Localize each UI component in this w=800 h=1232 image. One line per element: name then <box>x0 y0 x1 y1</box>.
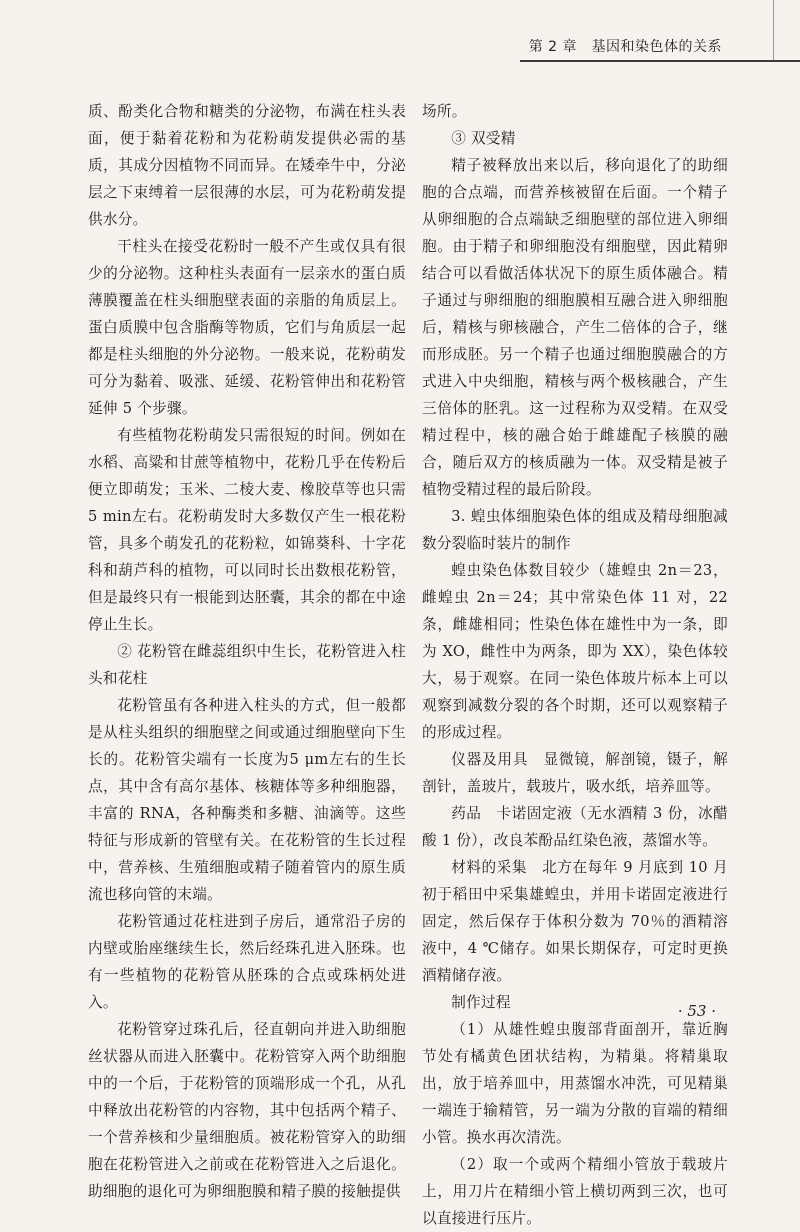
paragraph: 药品 卡诺固定液（无水酒精 3 份，冰醋酸 1 份），改良苯酚品红染色液，蒸馏水等。 <box>422 805 728 849</box>
right-column <box>422 98 728 1232</box>
paragraph: 花粉管穿过珠孔后，径直朝向并进入助细胞丝状器从而进入胚囊中。花粉管穿入两个助细胞中的一个后，于花粉管的顶端形成一个孔，从孔中释放出花粉管的内容物，其中包括两个精子、一个营养核和少量细胞质。被花粉管穿入的助细胞在花粉管进入之前或在花粉管进入之后退化。助细胞的退化可为卵细胞膜和精子膜的接触提供 <box>88 1021 406 1200</box>
paragraph: 质、酚类化合物和糖类的分泌物，布满在柱头表面，便于黏着花粉和为花粉萌发提供必需的基质，其成分因植物不同而异。在矮牵牛中，分泌层之下束缚着一层很薄的水层，可为花粉萌发提供水分。 <box>88 103 406 228</box>
running-header <box>0 0 800 62</box>
header-rule <box>520 60 800 62</box>
section-heading: ② 花粉管在雌蕊组织中生长，花粉管进入柱头和花柱 <box>88 643 406 687</box>
paragraph: 有些植物花粉萌发只需很短的时间。例如在水稻、高粱和甘蔗等植物中，花粉几乎在传粉后便立即萌发；玉米、二棱大麦、橡胶草等也只需 5 min左右。花粉萌发时大多数仅产生一根花粉管，具多个萌发孔的花粉粒，如锦葵科、十字花科和葫芦科的植物，可以同时长出数根花粉管，但是最终只有一根能到达胚囊，其余的都在中途停止生长。 <box>88 427 406 633</box>
section-heading: 制作过程 <box>451 994 511 1011</box>
paragraph: 花粉管通过花柱进到子房后，通常沿子房的内壁或胎座继续生长，然后经珠孔进入胚珠。也有一些植物的花粉管从胚珠的合点或珠柄处进入。 <box>88 913 406 1011</box>
paragraph: 仪器及用具 显微镜，解剖镜，镊子，解剖针，盖玻片，载玻片，吸水纸，培养皿等。 <box>422 751 728 795</box>
paragraph: （2）取一个或两个精细小管放于载玻片上，用刀片在精细小管上横切两到三次，也可以直接进行压片。 <box>422 1156 728 1227</box>
paragraph: 蝗虫染色体数目较少（雄蝗虫 2n＝23，雌蝗虫 2n＝24；其中常染色体 11 对，22 条，雌雄相同；性染色体在雄性中为一条，即为 XO，雌性中为两条，即为 XX），染色体较大，易于观察。在同一染色体玻片标本上可以观察到减数分裂的各个时期，还可以观察精子的形成过程。 <box>422 562 728 741</box>
page-number: · 53 · <box>677 1002 716 1020</box>
chapter-title: 第 2 章 基因和染色体的关系 <box>528 39 722 55</box>
header-edge-rule <box>773 0 800 60</box>
paragraph: 精子被释放出来以后，移向退化了的助细胞的合点端，而营养核被留在后面。一个精子从卵细胞的合点端缺乏细胞壁的部位进入卵细胞。由于精子和卵细胞没有细胞壁，因此精卵结合可以看做活体状况下的原生质体融合。精子通过与卵细胞的细胞膜相互融合进入卵细胞后，精核与卵核融合，产生二倍体的合子，继而形成胚。另一个精子也通过细胞膜融合的方式进入中央细胞，精核与两个极核融合，产生三倍体的胚乳。这一过程称为双受精。在双受精过程中，核的融合始于雌雄配子核膜的融合，随后双方的核质融为一体。双受精是被子植物受精过程的最后阶段。 <box>422 157 728 498</box>
paragraph: （1）从雄性蝗虫腹部背面剖开，靠近胸节处有橘黄色团状结构，为精巢。将精巢取出，放于培养皿中，用蒸馏水冲洗，可见精巢一端连于输精管，另一端为分散的盲端的精细小管。换水再次清洗。 <box>422 1021 728 1146</box>
section-heading: 3. 蝗虫体细胞染色体的组成及精母细胞减数分裂临时装片的制作 <box>422 508 728 552</box>
section-heading: ③ 双受精 <box>451 130 516 147</box>
paragraph: 场所。 <box>422 103 467 120</box>
paragraph: 材料的采集 北方在每年 9 月底到 10 月初于稻田中采集雄蝗虫，并用卡诺固定液进行固定，然后保存于体积分数为 70％的酒精溶液中，4 ℃储存。如果长期保存，可定时更换酒精储存液。 <box>422 859 728 984</box>
paragraph: 花粉管虽有各种进入柱头的方式，但一般都是从柱头组织的细胞壁之间或通过细胞壁向下生长的。花粉管尖端有一长度为5 μm左右的生长点，其中含有高尔基体、核糖体等多种细胞器，丰富的 RNA，各种酶类和多糖、油滴等。这些特征与形成新的管壁有关。在花粉管的生长过程中，营养核、生殖细胞或精子随着管内的原生质流也移向管的末端。 <box>88 697 406 903</box>
left-column <box>88 98 406 1205</box>
paragraph: 干柱头在接受花粉时一般不产生或仅具有很少的分泌物。这种柱头表面有一层亲水的蛋白质薄膜覆盖在柱头细胞壁表面的亲脂的角质层上。蛋白质膜中包含脂酶等物质，它们与角质层一起都是柱头细胞的外分泌物。一般来说，花粉萌发可分为黏着、吸涨、延缓、花粉管伸出和花粉管延伸 5 个步骤。 <box>88 238 406 417</box>
